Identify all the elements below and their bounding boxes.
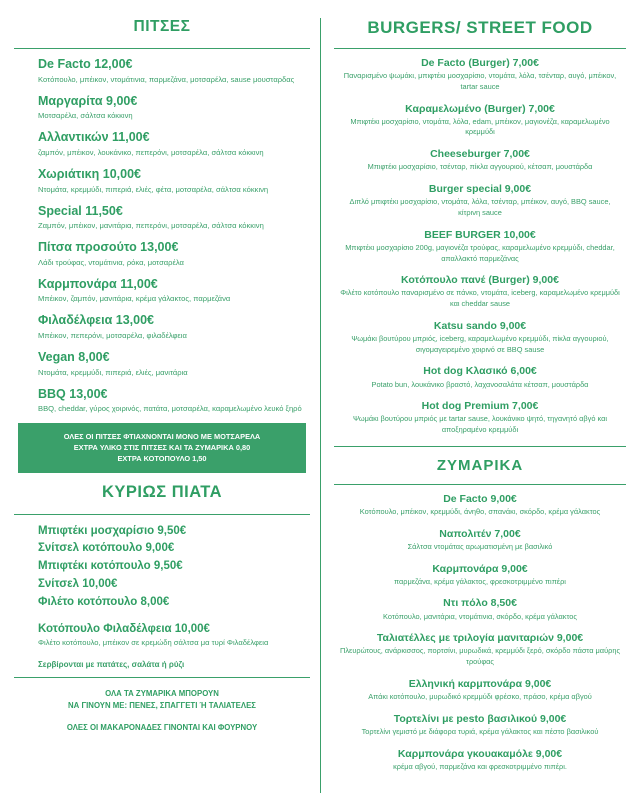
item-name: Καρμπονάρα γκουακαμόλε 9,00€	[397, 747, 563, 760]
list-item	[334, 400, 626, 436]
list-item	[334, 229, 626, 265]
item-name: Special 11,50€	[38, 203, 123, 218]
item-desc: ζαμπόν, μπέικον, λουκάνικο, πεπερόνι, μοτσαρέλα, σάλτσα κόκκινη	[38, 147, 264, 157]
item-name: Ελληνική καρμπονάρα 9,00€	[408, 677, 552, 690]
item-name: BEEF BURGER 10,00€	[424, 228, 536, 241]
item-name: Φιλαδέλφεια 13,00€	[38, 313, 154, 328]
pasta-section-title: ΖΥΜΑΡΙΚΑ	[436, 456, 524, 474]
item-name: BBQ 13,00€	[38, 386, 108, 401]
burgers-list	[334, 57, 626, 436]
list-item	[334, 597, 626, 622]
item-name: Katsu sando 9,00€	[433, 319, 527, 332]
item-name: Vegan 8,00€	[38, 350, 110, 364]
item-name: Ταλιατέλλες με τριλογία μανιταριών 9,00€	[376, 632, 584, 645]
promo-line: ΕΧΤΡΑ ΥΛΙΚΟ ΣΤΙΣ ΠΙΤΣΕΣ ΚΑΙ ΤΑ ΖΥΜΑΡΙΚΑ 0,80	[73, 443, 251, 453]
list-item: Σνίτσελ κοτόπουλο 9,00€	[38, 542, 175, 555]
list-item	[38, 130, 306, 158]
list-item	[334, 57, 626, 93]
item-name: De Facto 12,00€	[38, 57, 133, 71]
list-item	[38, 57, 306, 85]
item-desc: Μπιφτέκι μοσχαρίσιο, ντομάτα, λόλα, edam, μπέικον, μαγιονέζα, καραμελωμένο κρεμμύδι	[350, 116, 610, 137]
mains-title-rule	[14, 514, 310, 515]
item-desc: Ντομάτα, κρεμμύδι, πιπεριά, ελιές, μανιτάρια	[38, 367, 188, 377]
item-desc: Ζαμπόν, μπέικον, μανιτάρια, πεπερόνι, μοτσαρέλα, σάλτσα κόκκινη	[38, 221, 264, 231]
list-item: Σνίτσελ 10,00€	[38, 578, 118, 591]
footer-line: ΝΑ ΓΙΝΟΥΝ ΜΕ: ΠΕΝΕΣ, ΣΠΑΓΓΕΤΙ Ή ΤΑΛΙΑΤΕΛΕΣ	[68, 701, 256, 711]
list-item	[38, 277, 306, 305]
mains-section-title: ΚΥΡΙΩΣ ΠΙΑΤΑ	[101, 482, 223, 501]
list-item	[334, 274, 626, 310]
burgers-section-title: BURGERS/ STREET FOOD	[367, 18, 593, 37]
item-desc: Potato bun, λουκάνικο βραστό, λαχανοσαλάτα κέτσαπ, μουστάρδα	[371, 379, 589, 389]
item-desc: Κοτόπουλο, μπέικον, ντομάτινια, παρμεζάνα, μοτσαρέλα, sause μουσταρδας	[38, 74, 295, 84]
item-name: Cheeseburger 7,00€	[430, 148, 530, 161]
item-name: Hot dog Premium 7,00€	[421, 400, 539, 413]
right-column	[320, 18, 626, 795]
item-name: Κοτόπουλο Φιλαδέλφεια 10,00€	[38, 622, 210, 635]
item-desc: Τορτελίνι γεμιστό με διάφορα τυριά, κρέμα γάλακτος και πέστο βασιλικού	[361, 726, 599, 736]
list-item	[334, 678, 626, 703]
item-desc: Παναρισμένο ψωμάκι, μπιφτέκι μοσχαρίσιο, ντομάτα, λόλα, τσένταρ, αυγό, μπέικον, tartar sauce	[343, 71, 617, 91]
list-item	[38, 350, 306, 378]
list-item: Φιλέτο κοτόπουλο 8,00€	[38, 595, 170, 608]
item-desc: Ντομάτα, κρεμμύδι, πιπεριά, ελιές, φέτα, μοτσαρέλα, σάλτσα κόκκινη	[38, 184, 269, 194]
list-item	[334, 183, 626, 219]
footer-line-last: ΟΛΕΣ ΟΙ ΜΑΚΑΡΟΝΑΔΕΣ ΓΙΝΟΝΤΑΙ ΚΑΙ ΦΟΥΡΝΟΥ	[66, 722, 258, 732]
item-name: De Facto (Burger) 7,00€	[421, 57, 539, 69]
list-item	[38, 240, 306, 268]
pizzas-list	[14, 57, 310, 414]
list-item	[38, 204, 306, 232]
footer-note	[14, 688, 310, 734]
list-item: Μπιφτέκι κοτόπουλο 9,50€	[38, 560, 183, 573]
item-desc: Σάλτσα ντομάτας αρωματισμένη με βασιλικό	[407, 541, 553, 551]
item-desc: Κοτόπουλο, μπέικον, κρεμμύδι, άνηθο, σπανάκι, σκόρδο, κρέμα γάλακτος	[359, 507, 601, 516]
item-desc: Μπιφτέκι μοσχαρίσιο 200g, μαγιονέζα τρούφας, καραμελωμένο κρεμμύδι, cheddar, απαλλακτό παρμεζάνας	[345, 242, 615, 263]
promo-box	[18, 423, 306, 472]
list-item	[334, 103, 626, 139]
list-item	[334, 365, 626, 390]
item-desc: παρμεζάνα, κρέμα γάλακτος, φρεσκοτριμμένο πιπέρι	[394, 576, 566, 586]
pasta-title-rule	[334, 484, 626, 485]
list-item	[334, 148, 626, 173]
left-column	[14, 18, 320, 795]
pizzas-section-title: ΠΙΤΣΕΣ	[133, 18, 191, 35]
pizzas-title-rule	[14, 48, 310, 49]
item-desc: Κοτόπουλο, μανιτάρια, ντομάτινια, σκόρδο, κρέμα γάλακτος	[383, 611, 577, 621]
item-desc: Μπέικον, πεπερόνι, μοτσαρέλα, φιλαδέλφεια	[38, 331, 187, 340]
list-item	[334, 563, 626, 588]
list-item: Μπιφτέκι μοσχαρίσιο 9,50€	[38, 524, 187, 537]
item-name: Hot dog Κλασικό 6,00€	[423, 365, 537, 378]
item-desc: Μπιφτέκι μοσχαρίσιο, τσένταρ, πίκλα αγγουριού, κέτσαπ, μουστάρδα	[367, 162, 593, 172]
item-name: De Facto 9,00€	[443, 492, 517, 505]
footer-line: ΟΛΑ ΤΑ ΖΥΜΑΡΙΚΑ ΜΠΟΡΟΥΝ	[105, 689, 219, 699]
mains-list	[14, 523, 310, 669]
item-name: Κοτόπουλο πανέ (Burger) 9,00€	[401, 274, 559, 287]
promo-line: ΟΛΕΣ ΟΙ ΠΙΤΣΕΣ ΦΤΙΑΧΝΟΝΤΑΙ ΜΟΝΟ ΜΕ ΜΟΤΣΑΡΕΛΑ	[63, 432, 261, 442]
item-desc: Ψωμάκι βουτύρου μπριός, iceberg, καραμελωμένο κρεμμύδι, πίκλα αγγουριού, σιγομαγειρεμένο χοιρινό σε BBQ sause	[351, 333, 609, 354]
item-desc: Απάκι κοτόπουλο, μυρωδικό κρεμμύδι φρέσκο, πράσο, κρέμα αβγού	[368, 692, 592, 702]
list-item	[38, 167, 306, 195]
item-desc: κρέμα αβγού, παρμεζάνα και φρεσκοτριμμένο πιπέρι.	[393, 761, 567, 771]
item-name: Πίτσα προσούτο 13,00€	[38, 240, 179, 255]
promo-line: ΕΧΤΡΑ ΚΟΤΟΠΟΥΛΟ 1,50	[117, 454, 207, 464]
list-item	[334, 493, 626, 518]
pasta-divider-rule	[334, 446, 626, 447]
list-item	[38, 387, 306, 415]
pasta-list	[334, 493, 626, 773]
item-name: Burger special 9,00€	[428, 183, 532, 196]
item-name: Τορτελίνι με pesto βασιλικού 9,00€	[393, 712, 567, 725]
item-name: Καραμελωμένο (Burger) 7,00€	[405, 102, 555, 115]
item-desc: Διπλό μπιφτέκι μοσχαρίσιο, ντομάτα, λόλα, τσένταρ, μπέικον, αυγό, BBQ sauce, κίτρινη sauce	[349, 197, 611, 217]
list-item	[334, 632, 626, 668]
item-name: Καρμπονάρα 11,00€	[38, 276, 158, 291]
list-item	[334, 528, 626, 553]
item-name: Χωριάτικη 10,00€	[38, 166, 141, 181]
item-name: Ναπολιτέν 7,00€	[439, 527, 521, 540]
item-name: Καρμπονάρα 9,00€	[432, 562, 528, 575]
item-desc: Μοτσαρέλα, σάλτσα κόκκινη	[38, 111, 133, 121]
burgers-title-rule	[334, 48, 626, 49]
item-desc: Λάδι τρούφας, ντομάτινια, ρόκα, μοτσαρέλα	[38, 257, 184, 267]
list-item	[334, 320, 626, 356]
item-desc: Φιλέτο κοτόπουλο, μπέικον σε κρεμώδη σάλτσα μα τυρί Φιλαδέλφεια	[38, 638, 269, 648]
item-name: Ντι πόλο 8,50€	[443, 597, 517, 610]
item-name: Αλλαντικών 11,00€	[38, 130, 150, 145]
item-desc: Φιλέτο κοτόπουλο παναρισμένο σε πάνκο, ντομάτα, iceberg, καραμελωμένο κρεμμύδι και cheddar sause	[340, 288, 620, 309]
mains-note: Σερβίρονται με πατάτες, σαλάτα ή ρύζι	[38, 660, 185, 670]
list-item	[38, 313, 306, 341]
item-desc: Μπέικον, ζαμπόν, μανιτάρια, κρέμα γάλακτος, παρμεζάνα	[38, 294, 231, 304]
item-desc: Ψωμάκι βουτύρου μπριός με tartar sause, λουκάνικο ψητό, τηγανητό αβγό και αποξηραμένο κρεμμύδι	[352, 414, 608, 435]
list-item	[334, 713, 626, 738]
item-desc: BBQ, cheddar, γύρος χοιρινός, πατάτα, μοτσαρέλα, καραμελωμένο λευκό ξηρό	[38, 404, 302, 414]
list-item	[38, 94, 306, 122]
list-item	[38, 622, 304, 648]
item-name: Μαργαρίτα 9,00€	[38, 93, 138, 108]
item-desc: Πλευρώτους, ανάρκισσος, πορτσίνι, μυρωδικά, κρεμμύδι ξερό, σκόρδο πάστα μαύρης τρούφας	[340, 646, 621, 667]
list-item	[334, 748, 626, 773]
footer-rule	[14, 677, 310, 678]
